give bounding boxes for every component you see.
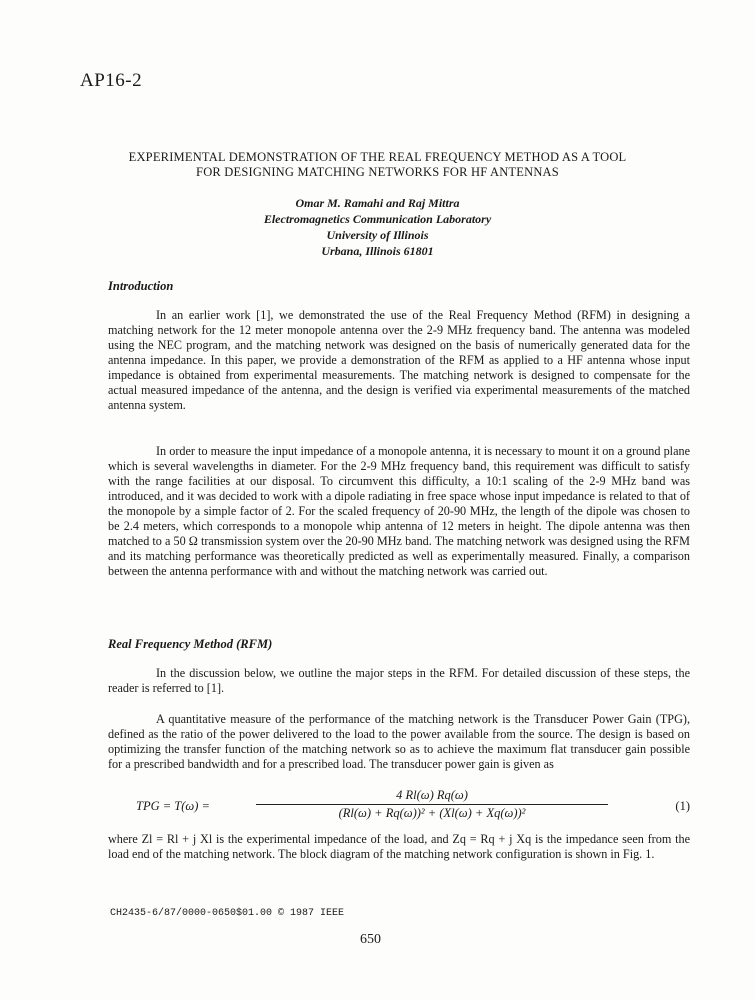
affiliation-line-1: Electromagnetics Communication Laboratory [263, 212, 492, 226]
equation-number: (1) [675, 799, 690, 813]
paper-code: AP16-2 [80, 70, 143, 91]
equation-numerator: 4 Rl(ω) Rq(ω) [396, 788, 468, 802]
page-number: 650 [360, 932, 381, 947]
affiliation-line-2: University of Illinois [326, 228, 429, 242]
rfm-paragraph-1: In the discussion below, we outline the major steps in the RFM. For detailed discussion of these steps, the reader is referred to [1]. [108, 666, 690, 695]
rfm-paragraph-3: where Zl = Rl + j Xl is the experimental impedance of the load, and Zq = Rq + j Xq is the impedance seen from the load end of the matching network. The block diagram of the matching network configuration is shown in Fig. 1. [108, 832, 690, 861]
intro-paragraph-2: In order to measure the input impedance of a monopole antenna, it is necessary to mount it on a ground plane which is several wavelengths in diameter. For the 2-9 MHz frequency band, this requirement was difficult to satisfy with the range facilities at our disposal. To circumvent this difficulty, a 10:1 scaling of the 2-9 MHz band was introduced, and it was decided to work with a dipole radiating in free space whose input impedance is related to that of the monopole by a simple factor of 2. For the scaled frequency of 20-90 MHz, the length of the dipole was chosen to be 2.4 meters, which corresponds to a monopole whip antenna of 12 meters in height. The dipole antenna was then matched to a 50 Ω transmission system over the 20-90 MHz band. The matching network was designed using the RFM and its matching performance was theoretically predicted as well as experimentally measured. Finally, a comparison between the antenna performance with and without the matching network was carried out. [108, 444, 690, 578]
title-line-2: FOR DESIGNING MATCHING NETWORKS FOR HF ANTENNAS [196, 165, 559, 179]
equation-denominator: (Rl(ω) + Rq(ω))² + (Xl(ω) + Xq(ω))² [338, 806, 526, 820]
introduction-heading: Introduction [108, 279, 174, 293]
equation-lhs: TPG = T(ω) = [136, 799, 210, 813]
title-line-1: EXPERIMENTAL DEMONSTRATION OF THE REAL FREQUENCY METHOD AS A TOOL [128, 150, 627, 164]
affiliation-line-3: Urbana, Illinois 61801 [321, 244, 434, 258]
intro-paragraph-1: In an earlier work [1], we demonstrated the use of the Real Frequency Method (RFM) in designing a matching network for the 12 meter monopole antenna over the 2-9 MHz frequency band. The antenna was modeled using the NEC program, and the matching network was designed on the basis of numerically generated data for the antenna impedance. In this paper, we provide a demonstration of the RFM as applied to a HF antenna whose input impedance is obtained from experimental measurements. The matching network is designed to compensate for the actual measured impedance of the antenna, and the design is verified via experimental measurements of the matched antenna system. [108, 308, 690, 412]
equation-fraction [256, 788, 608, 821]
rfm-heading: Real Frequency Method (RFM) [108, 637, 273, 651]
copyright-line: CH2435-6/87/0000-0650$01.00 © 1987 IEEE [110, 908, 345, 919]
authors: Omar M. Ramahi and Raj Mittra [295, 196, 460, 210]
equation-1 [108, 788, 690, 824]
rfm-paragraph-2: A quantitative measure of the performance of the matching network is the Transducer Power Gain (TPG), defined as the ratio of the power delivered to the load to the power available from the source. The design is based on optimizing the transfer function of the matching network so as to achieve the maximum flat transducer gain possible for a prescribed bandwidth and for a prescribed load. The transducer power gain is given as [108, 712, 690, 771]
